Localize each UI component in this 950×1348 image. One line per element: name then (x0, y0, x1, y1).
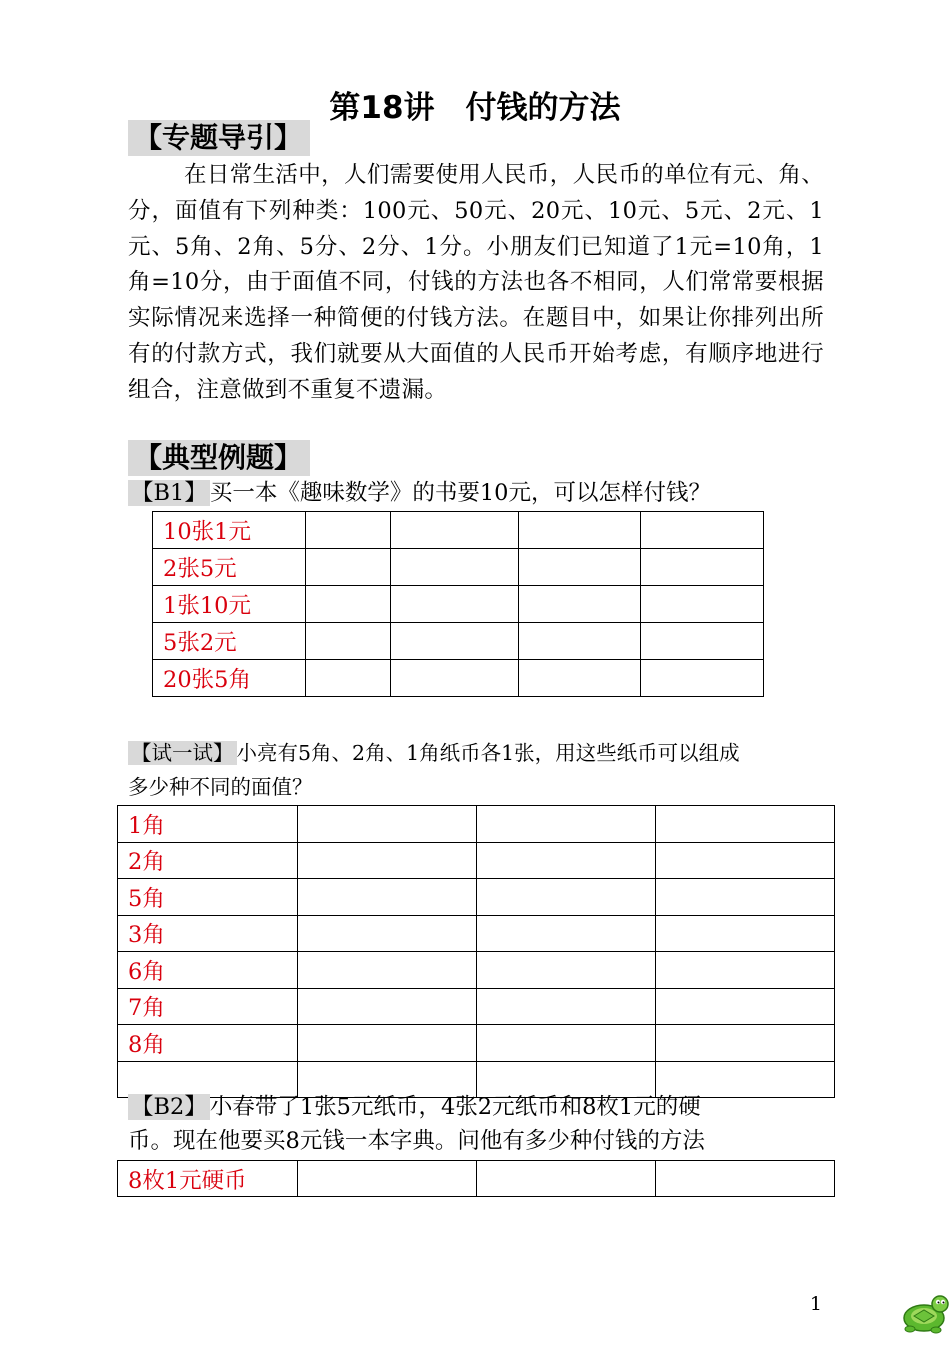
empty-cell (656, 879, 835, 916)
answer-cell: 1角 (118, 806, 298, 843)
table-row (153, 549, 764, 586)
answer-cell: 2角 (118, 842, 298, 879)
empty-cell (477, 806, 656, 843)
empty-cell (391, 512, 519, 549)
empty-cell (298, 879, 477, 916)
intro-paragraph: 在日常生活中，人们需要使用人民币，人民币的单位有元、角、分，面值有下列种类：100元、50元、20元、10元、5元、2元、1元、5角、2角、5分、2分、1分。小朋友们已知道了1元=10角，1角=10分，由于面值不同，付钱的方法也各不相同，人们常常要根据实际情况来选择一种简便的付钱方法。在题目中，如果让你排列出所有的付款方式，我们就要从大面值的人民币开始考虑，有顺序地进行组合，注意做到不重复不遗漏。 (128, 162, 824, 403)
empty-cell (477, 915, 656, 952)
empty-cell (641, 660, 764, 697)
turtle-logo-icon (900, 1290, 950, 1335)
empty-cell (477, 879, 656, 916)
problem-text-b1: 买一本《趣味数学》的书要10元，可以怎样付钱？ (209, 480, 711, 506)
answer-cell: 10张1元 (153, 512, 306, 549)
empty-cell (306, 623, 391, 660)
empty-cell (477, 1025, 656, 1062)
empty-cell (391, 623, 519, 660)
problem-label-b2: 【B2】 (128, 1094, 210, 1120)
empty-cell (298, 806, 477, 843)
table-row (153, 512, 764, 549)
problem-text-b2-line1: 小春带了1张5元纸币，4张2元纸币和8枚1元的硬 (209, 1094, 701, 1120)
empty-cell (477, 1161, 656, 1197)
empty-cell (477, 988, 656, 1025)
empty-cell (298, 842, 477, 879)
answer-cell: 8枚1元硬币 (118, 1161, 298, 1197)
problem-b1 (128, 476, 711, 510)
empty-cell (656, 915, 835, 952)
problem-text-b2-line2: 币。现在他要买8元钱一本字典。问他有多少种付钱的方法 (128, 1128, 705, 1154)
answer-cell: 5角 (118, 879, 298, 916)
answer-cell: 6角 (118, 952, 298, 989)
empty-cell (519, 549, 641, 586)
problem-text-try-line2: 多少种不同的面值？ (128, 775, 313, 799)
empty-cell (641, 623, 764, 660)
section-heading-guide: 【专题导引】 (128, 120, 310, 156)
empty-cell (306, 512, 391, 549)
answer-table-try (117, 805, 835, 1098)
empty-cell (391, 586, 519, 623)
empty-cell (306, 586, 391, 623)
table-row (118, 915, 835, 952)
empty-cell (391, 549, 519, 586)
empty-cell (298, 952, 477, 989)
empty-cell (391, 660, 519, 697)
empty-cell (519, 623, 641, 660)
section-heading-examples: 【典型例题】 (128, 440, 310, 476)
table-row (153, 586, 764, 623)
empty-cell (656, 952, 835, 989)
answer-table-b1 (152, 511, 764, 697)
answer-cell: 7角 (118, 988, 298, 1025)
table-row (153, 623, 764, 660)
answer-table-b2 (117, 1160, 835, 1197)
answer-cell: 5张2元 (153, 623, 306, 660)
answer-cell: 8角 (118, 1025, 298, 1062)
empty-cell (656, 1161, 835, 1197)
answer-cell: 3角 (118, 915, 298, 952)
empty-cell (477, 842, 656, 879)
empty-cell (641, 512, 764, 549)
table-row (118, 1161, 835, 1197)
empty-cell (519, 586, 641, 623)
empty-cell (306, 660, 391, 697)
empty-cell (519, 660, 641, 697)
table-row (118, 879, 835, 916)
empty-cell (656, 988, 835, 1025)
table-row (118, 1025, 835, 1062)
empty-cell (306, 549, 391, 586)
answer-cell: 2张5元 (153, 549, 306, 586)
problem-label-try: 【试一试】 (128, 741, 237, 765)
table-row (118, 806, 835, 843)
empty-cell (656, 806, 835, 843)
empty-cell (298, 1161, 477, 1197)
page-number: 1 (809, 1293, 822, 1315)
table-row (153, 660, 764, 697)
page-title: 第18讲 付钱的方法 (329, 90, 621, 126)
empty-cell (641, 586, 764, 623)
empty-cell (298, 915, 477, 952)
problem-b2 (128, 1090, 705, 1158)
empty-cell (298, 988, 477, 1025)
answer-cell: 20张5角 (153, 660, 306, 697)
table-row (118, 952, 835, 989)
empty-cell (477, 952, 656, 989)
empty-cell (656, 1025, 835, 1062)
empty-cell (656, 842, 835, 879)
problem-text-try-line1: 小亮有5角、2角、1角纸币各1张，用这些纸币可以组成 (236, 741, 740, 765)
problem-label-b1: 【B1】 (128, 480, 210, 506)
empty-cell (298, 1025, 477, 1062)
table-row (118, 988, 835, 1025)
empty-cell (641, 549, 764, 586)
answer-cell: 1张10元 (153, 586, 306, 623)
problem-try (128, 736, 740, 804)
empty-cell (519, 512, 641, 549)
table-row (118, 842, 835, 879)
